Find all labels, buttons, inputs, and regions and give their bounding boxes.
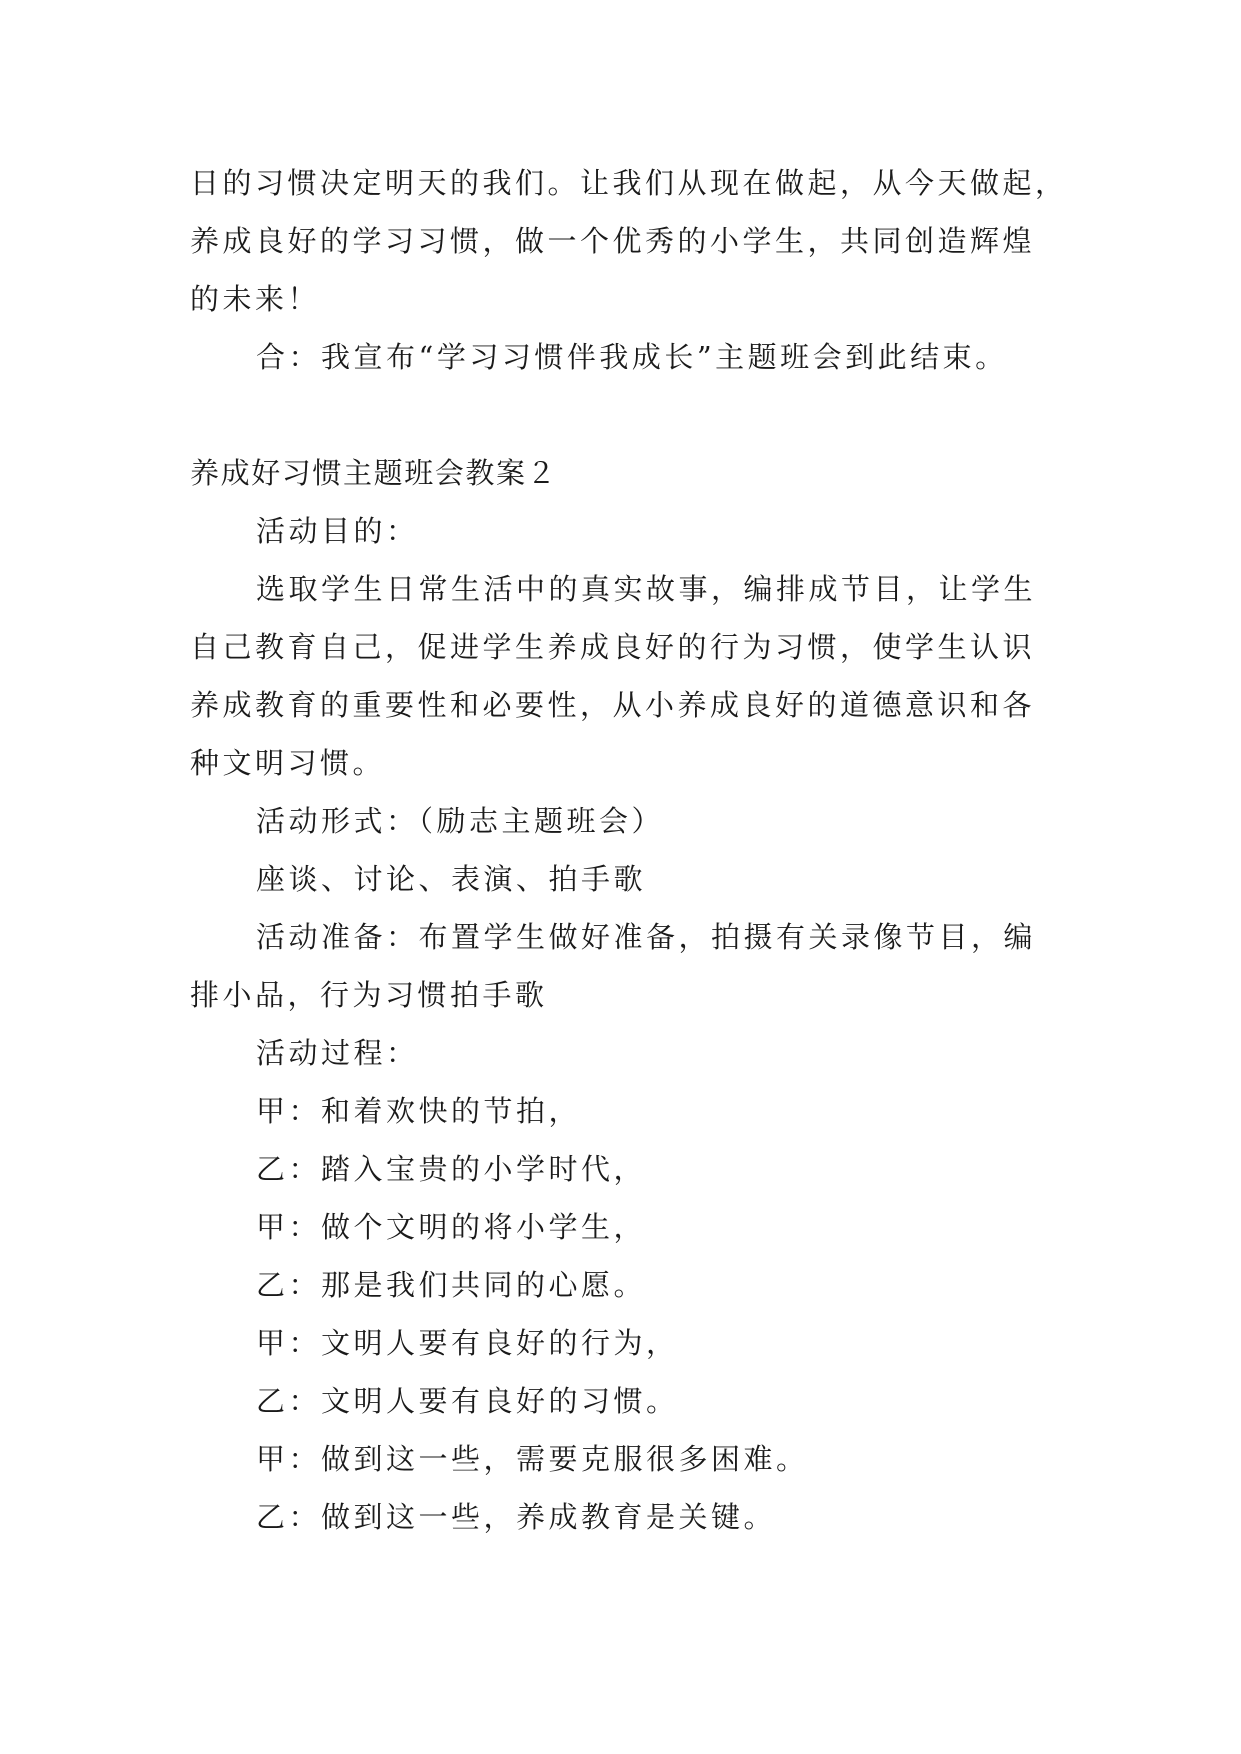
dialogue-line: 甲：和着欢快的节拍，: [256, 1094, 582, 1128]
form-items: 座谈、讨论、表演、拍手歌: [256, 862, 647, 896]
dialogue-line: 乙：文明人要有良好的习惯。: [256, 1384, 679, 1418]
process-label: 活动过程：: [256, 1036, 419, 1070]
paragraph-line: 日的习惯决定明天的我们。让我们从现在做起，从今天做起，: [190, 166, 1068, 200]
paragraph-line: 养成教育的重要性和必要性，从小养成良好的道德意识和各: [190, 688, 1036, 722]
dialogue-line: 乙：踏入宝贵的小学时代，: [256, 1152, 647, 1186]
paragraph-line: 活动准备：布置学生做好准备，拍摄有关录像节目，编: [256, 920, 1037, 954]
form-label: 活动形式：（励志主题班会）: [256, 804, 665, 838]
dialogue-line: 甲：做到这一些，需要克服很多困难。: [256, 1442, 809, 1476]
dialogue-line: 甲：做个文明的将小学生，: [256, 1210, 647, 1244]
paragraph-line: 的未来！: [190, 282, 321, 316]
paragraph-line: 种文明习惯。: [190, 746, 386, 780]
dialogue-line: 乙：那是我们共同的心愿。: [256, 1268, 647, 1302]
paragraph-line: 养成良好的学习习惯，做一个优秀的小学生，共同创造辉煌: [190, 224, 1036, 258]
paragraph-line: 选取学生日常生活中的真实故事，编排成节目，让学生: [256, 572, 1037, 606]
closing-line: 合：我宣布“学习习惯伴我成长”主题班会到此结束。: [256, 340, 1008, 374]
dialogue-line: 甲：文明人要有良好的行为，: [256, 1326, 679, 1360]
goal-label: 活动目的：: [256, 514, 419, 548]
paragraph-line: 自己教育自己，促进学生养成良好的行为习惯，使学生认识: [190, 630, 1036, 664]
dialogue-line: 乙：做到这一些，养成教育是关键。: [256, 1500, 777, 1534]
section-title: 养成好习惯主题班会教案２: [190, 456, 558, 490]
paragraph-line: 排小品，行为习惯拍手歌: [190, 978, 548, 1012]
